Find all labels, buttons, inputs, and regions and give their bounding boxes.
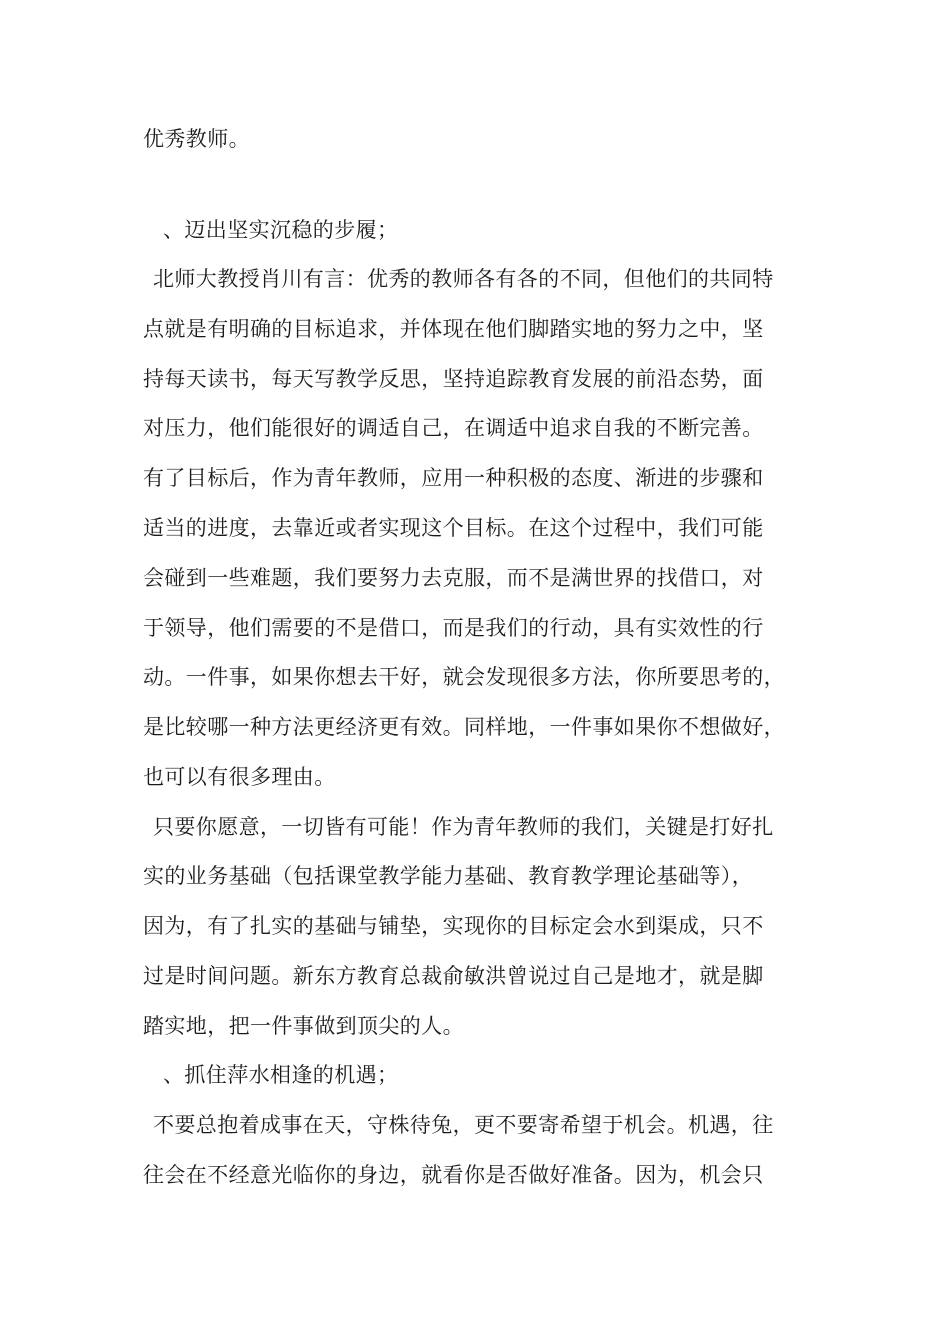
paragraph-line: 不要总抱着成事在天，守株待兔，更不要寄希望于机会。机遇，往 [153, 1113, 774, 1137]
section-heading: 、抓住萍水相逢的机遇； [163, 1063, 399, 1087]
paragraph-line: 也可以有很多理由。 [143, 765, 336, 789]
text-line: 优秀教师。 [143, 127, 250, 151]
paragraph-line: 往会在不经意光临你的身边，就看你是否做好准备。因为，机会只 [143, 1163, 764, 1187]
paragraph-line: 踏实地，把一件事做到顶尖的人。 [143, 1014, 464, 1038]
paragraph-line: 于领导，他们需要的不是借口，而是我们的行动，具有实效性的行 [143, 616, 764, 640]
paragraph-line: 点就是有明确的目标追求，并体现在他们脚踏实地的努力之中，坚 [143, 317, 764, 341]
paragraph-line: 动。一件事，如果你想去干好，就会发现很多方法，你所要思考的， [143, 665, 785, 689]
paragraph-line: 会碰到一些难题，我们要努力去克服，而不是满世界的找借口，对 [143, 566, 764, 590]
paragraph-line: 过是时间问题。新东方教育总裁俞敏洪曾说过自己是地才，就是脚 [143, 964, 764, 988]
paragraph-line: 实的业务基础（包括课堂教学能力基础、教育教学理论基础等）， [143, 864, 754, 888]
paragraph-line: 适当的进度，去靠近或者实现这个目标。在这个过程中，我们可能 [143, 516, 764, 540]
paragraph-line: 是比较哪一种方法更经济更有效。同样地，一件事如果你不想做好， [143, 715, 785, 739]
paragraph-line: 对压力，他们能很好的调适自己，在调适中追求自我的不断完善。 [143, 416, 764, 440]
section-heading: 、迈出坚实沉稳的步履； [163, 218, 399, 242]
paragraph-line: 北师大教授肖川有言：优秀的教师各有各的不同，但他们的共同特 [153, 267, 774, 291]
paragraph-line: 因为，有了扎实的基础与铺垫，实现你的目标定会水到渠成，只不 [143, 914, 764, 938]
paragraph-line: 持每天读书，每天写教学反思，坚持追踪教育发展的前沿态势，面 [143, 367, 764, 391]
paragraph-line: 只要你愿意，一切皆有可能！作为青年教师的我们，关键是打好扎 [153, 815, 774, 839]
paragraph-line: 有了目标后，作为青年教师，应用一种积极的态度、渐进的步骤和 [143, 466, 764, 490]
